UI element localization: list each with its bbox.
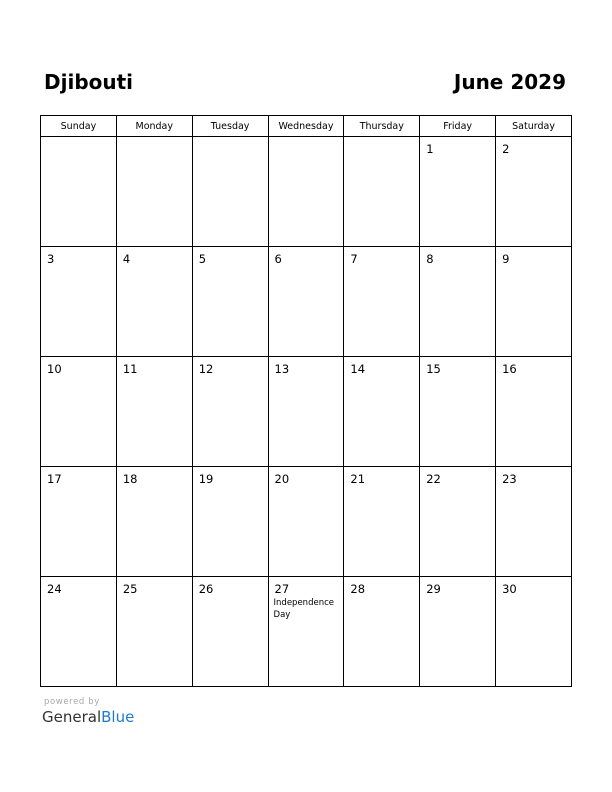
weekday-thursday: Thursday <box>344 116 420 137</box>
day-cell <box>192 467 268 577</box>
day-number: 2 <box>502 142 510 156</box>
day-number: 13 <box>274 362 290 376</box>
day-cell <box>268 357 344 467</box>
day-number: 15 <box>426 362 441 376</box>
day-cell <box>41 467 117 577</box>
day-cell <box>420 247 496 357</box>
day-number: 1 <box>426 142 434 156</box>
day-cell <box>344 357 420 467</box>
day-cell <box>496 577 572 687</box>
day-number: 19 <box>198 472 214 486</box>
day-number: 17 <box>47 472 62 486</box>
week-row <box>41 577 572 687</box>
weekday-saturday: Saturday <box>496 116 572 137</box>
day-number: 12 <box>198 362 214 376</box>
day-cell <box>41 137 117 247</box>
week-row <box>41 137 572 247</box>
day-cell <box>41 247 117 357</box>
day-number: 10 <box>47 362 62 376</box>
day-number: 6 <box>274 252 282 266</box>
day-cell <box>420 577 496 687</box>
day-cell <box>116 247 192 357</box>
day-number: 7 <box>350 252 358 266</box>
day-cell <box>344 577 420 687</box>
day-cell <box>420 357 496 467</box>
week-row <box>41 357 572 467</box>
day-cell <box>116 137 192 247</box>
holiday-label: Independence Day <box>273 598 334 620</box>
country-title: Djibouti <box>44 70 134 94</box>
month-year-title: June 2029 <box>453 70 566 94</box>
day-cell <box>420 467 496 577</box>
day-number: 4 <box>122 252 131 266</box>
calendar-grid <box>40 115 572 687</box>
day-cell <box>268 247 344 357</box>
day-cell <box>192 137 268 247</box>
day-number: 16 <box>502 362 517 376</box>
day-number: 24 <box>47 582 62 596</box>
day-number: 5 <box>198 252 207 266</box>
day-cell <box>268 137 344 247</box>
day-cell <box>496 247 572 357</box>
day-cell <box>268 467 344 577</box>
day-number: 30 <box>502 582 517 596</box>
week-row <box>41 247 572 357</box>
weekday-monday: Monday <box>116 116 192 137</box>
day-cell <box>41 357 117 467</box>
day-cell <box>496 137 572 247</box>
day-number: 11 <box>122 362 138 376</box>
day-cell <box>192 577 268 687</box>
day-cell <box>116 467 192 577</box>
day-cell <box>344 137 420 247</box>
day-number: 3 <box>47 252 55 266</box>
day-cell <box>192 247 268 357</box>
day-number: 22 <box>426 472 441 486</box>
weekday-wednesday: Wednesday <box>268 116 344 137</box>
generalblue-logo[interactable] <box>42 708 134 726</box>
day-cell <box>116 357 192 467</box>
weekday-friday: Friday <box>420 116 496 137</box>
day-number: 8 <box>426 252 434 266</box>
day-number: 29 <box>426 582 441 596</box>
day-cell <box>420 137 496 247</box>
day-cell <box>41 577 117 687</box>
day-number: 20 <box>274 472 290 486</box>
day-cell <box>116 577 192 687</box>
day-number: 18 <box>122 472 138 486</box>
logo-blue-text: Blue <box>101 708 135 726</box>
day-number: 27 <box>274 582 290 596</box>
day-cell <box>496 357 572 467</box>
day-cell <box>344 467 420 577</box>
logo-general-text: General <box>42 708 102 726</box>
day-number: 14 <box>350 362 366 376</box>
powered-by-text: powered by <box>44 697 100 707</box>
week-row <box>41 467 572 577</box>
day-number: 26 <box>198 582 214 596</box>
day-number: 28 <box>350 582 366 596</box>
day-cell <box>344 247 420 357</box>
day-cell <box>496 467 572 577</box>
day-number: 9 <box>502 252 510 266</box>
weekday-header-row <box>41 116 572 137</box>
day-number: 23 <box>502 472 517 486</box>
day-cell <box>192 357 268 467</box>
day-number: 21 <box>350 472 366 486</box>
weekday-sunday: Sunday <box>41 116 117 137</box>
weekday-tuesday: Tuesday <box>192 116 268 137</box>
day-number: 25 <box>122 582 138 596</box>
day-cell <box>268 577 344 687</box>
